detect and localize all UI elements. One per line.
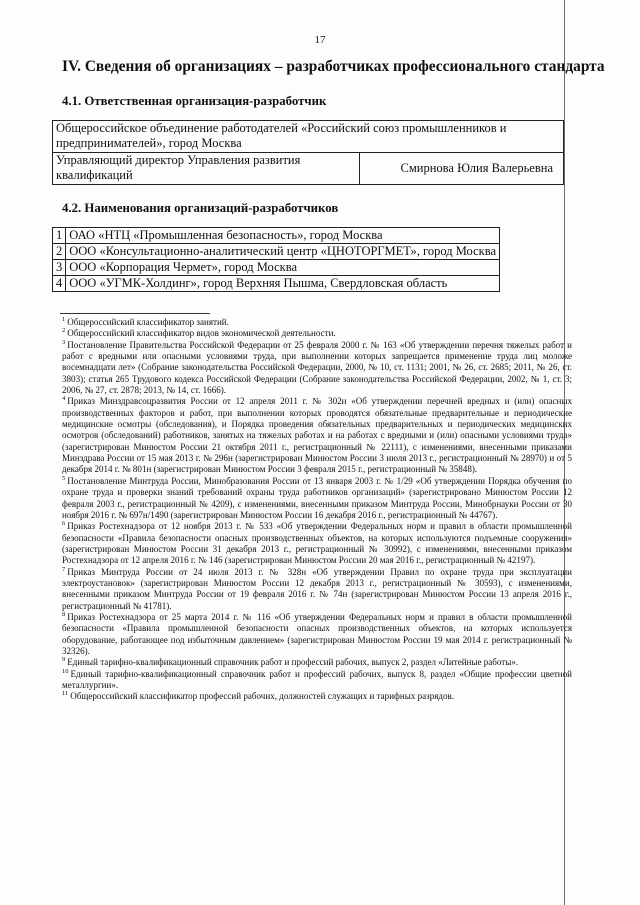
table-row bbox=[53, 228, 500, 244]
org-name: ООО «УГМК-Холдинг», город Верхняя Пышма, Свердловская область bbox=[66, 276, 500, 292]
director-name: Смирнова Юлия Валерьевна bbox=[360, 153, 564, 185]
row-number: 4 bbox=[53, 276, 66, 292]
responsible-org-name: Общероссийское объединение работодателей «Российский союз промышленников и предпринимателей», город Москва bbox=[53, 121, 564, 153]
footnote: $^9$ Единый тарифно-квалификационный справочник работ и профессий рабочих, выпуск 2, раздел «Литейные работы». bbox=[62, 656, 519, 668]
footnote: $^7$ Приказ Минтруда России от 24 июля 2013 г. № 328н «Об утверждении Правил по охране труда при эксплуатации электроустановок» (зарегистрирован Минюстом России 12 декабря 2013 г., регистрационный № 30593), с изменениями, внесенными приказом Минтруда России от 19 февраля 2016 г. № 74н (зарегистрирован Минюстом России 13 апреля 2016 г., регистрационный № 41781). bbox=[62, 565, 572, 611]
developer-orgs-heading: 4.2. Наименования организаций-разработчиков bbox=[62, 201, 339, 215]
footnote: $^6$ Приказ Ростехнадзора от 12 ноября 2013 г. № 533 «Об утверждении Федеральных норм и правил в области промышленной безопасности «Правила безопасности опасных производственных объектов, на которых используются подъемные сооружения» (зарегистрирован Минюстом России 31 декабря 2013 г., регистрационный № 30992), с изменениями, внесенными приказом Ростехнадзора от 12 апреля 2016 г. № 146 (зарегистрирован Минюстом России 20 мая 2016 г., регистрационный № 42197). bbox=[62, 520, 572, 566]
table-row bbox=[53, 244, 500, 260]
footnote: $^{11}$ Общероссийский классификатор профессий рабочих, должностей служащих и тарифных разрядов. bbox=[62, 690, 455, 702]
page-number: 17 bbox=[314, 34, 326, 46]
director-position: Управляющий директор Управления развития квалификаций bbox=[53, 153, 360, 185]
row-number: 1 bbox=[53, 228, 66, 244]
org-name: ООО «Консультационно-аналитический центр «ЦНОТОРГМЕТ», город Москва bbox=[66, 244, 500, 260]
org-name: ОАО «НТЦ «Промышленная безопасность», город Москва bbox=[66, 228, 500, 244]
org-name: ООО «Корпорация Чермет», город Москва bbox=[66, 260, 500, 276]
footnote-separator bbox=[60, 313, 210, 314]
footnote: $^3$ Постановление Правительства Российской Федерации от 25 февраля 2000 г. № 163 «Об утверждении перечня тяжелых работ и работ с вредными или опасными условиями труда, при выполнении которых запрещается применение труда лиц моложе восемнадцати лет» (Собрание законодательства Российской Федерации, 2000, № 10, ст. 1131; 2001, № 26, ст. 2685; 2011, № 26, ст. 3803); статья 265 Трудового кодекса Российской Федерации (Собрание законодательства Российской Федерации, 2002, № 1, ст. 3; 2006, № 27, ст. 2878; 2013, № 14, ст. 1666). bbox=[62, 338, 572, 396]
footnote: $^1$ Общероссийский классификатор занятий. bbox=[62, 315, 229, 327]
footnote: $^8$ Приказ Ростехнадзора от 25 марта 2014 г. № 116 «Об утверждении Федеральных норм и правил в области промышленной безопасности «Правила промышленной безопасности опасных производственных объектов, на которых используется оборудование, работающее под избыточным давлением» (зарегистрирован Минюстом России 19 мая 2014 г. регистрационный № 32326). bbox=[62, 610, 572, 656]
table-row bbox=[53, 260, 500, 276]
responsible-org-table bbox=[52, 120, 564, 185]
responsible-org-heading: 4.1. Ответственная организация-разработчик bbox=[62, 94, 327, 108]
footnote: $^4$ Приказ Минздравсоцразвития России от 12 апреля 2011 г. № 302н «Об утверждении перечней вредных и (или) опасных производственных факторов и работ, при выполнении которых проводятся обязательные предварительные и периодические медицинские осмотры (обследования), и Порядка проведения обязательных предварительных и периодических медицинских осмотров (обследований) работников, занятых на тяжелых работах и на работах с вредными и (или) опасными условиями труда» (зарегистрирован Минюстом России 21 октября 2011 г., регистрационный № 22111), с изменениями, внесенными приказами Минздрава России от 15 мая 2013 г. № 296н (зарегистрирован Минюстом России 3 июля 2013 г., регистрационный № 28970) и от 5 декабря 2014 г. № 801н (зарегистрирован Минюстом России 3 февраля 2015 г., регистрационный № 35848). bbox=[62, 395, 572, 475]
row-number: 3 bbox=[53, 260, 66, 276]
developer-orgs-table bbox=[52, 227, 500, 292]
footnote: $^2$ Общероссийский классификатор видов экономической деятельности. bbox=[62, 327, 336, 339]
footnote: $^5$ Постановление Минтруда России, Минобразования России от 13 января 2003 г. № 1/29 «Об утверждении Порядка обучения по охране труда и проверки знаний требований охраны труда работников организаций» (зарегистрировано Минюстом России 12 февраля 2003 г., регистрационный № 4209), с изменениями, внесенными приказом Минтруда России, Минобрнауки России от 30 ноября 2016 г. № 697н/1490 (зарегистрирован Минюстом России 16 декабря 2016 г., регистрационный № 44767). bbox=[62, 474, 572, 520]
section-title: IV. Сведения об организациях – разработчиках профессионального стандарта bbox=[62, 58, 605, 75]
row-number: 2 bbox=[53, 244, 66, 260]
footnotes bbox=[62, 317, 572, 703]
footnote: $^{10}$ Единый тарифно-квалификационный справочник работ и профессий рабочих, выпуск 8, раздел «Общие профессии цветной металлургии». bbox=[62, 667, 572, 690]
table-row bbox=[53, 276, 500, 292]
